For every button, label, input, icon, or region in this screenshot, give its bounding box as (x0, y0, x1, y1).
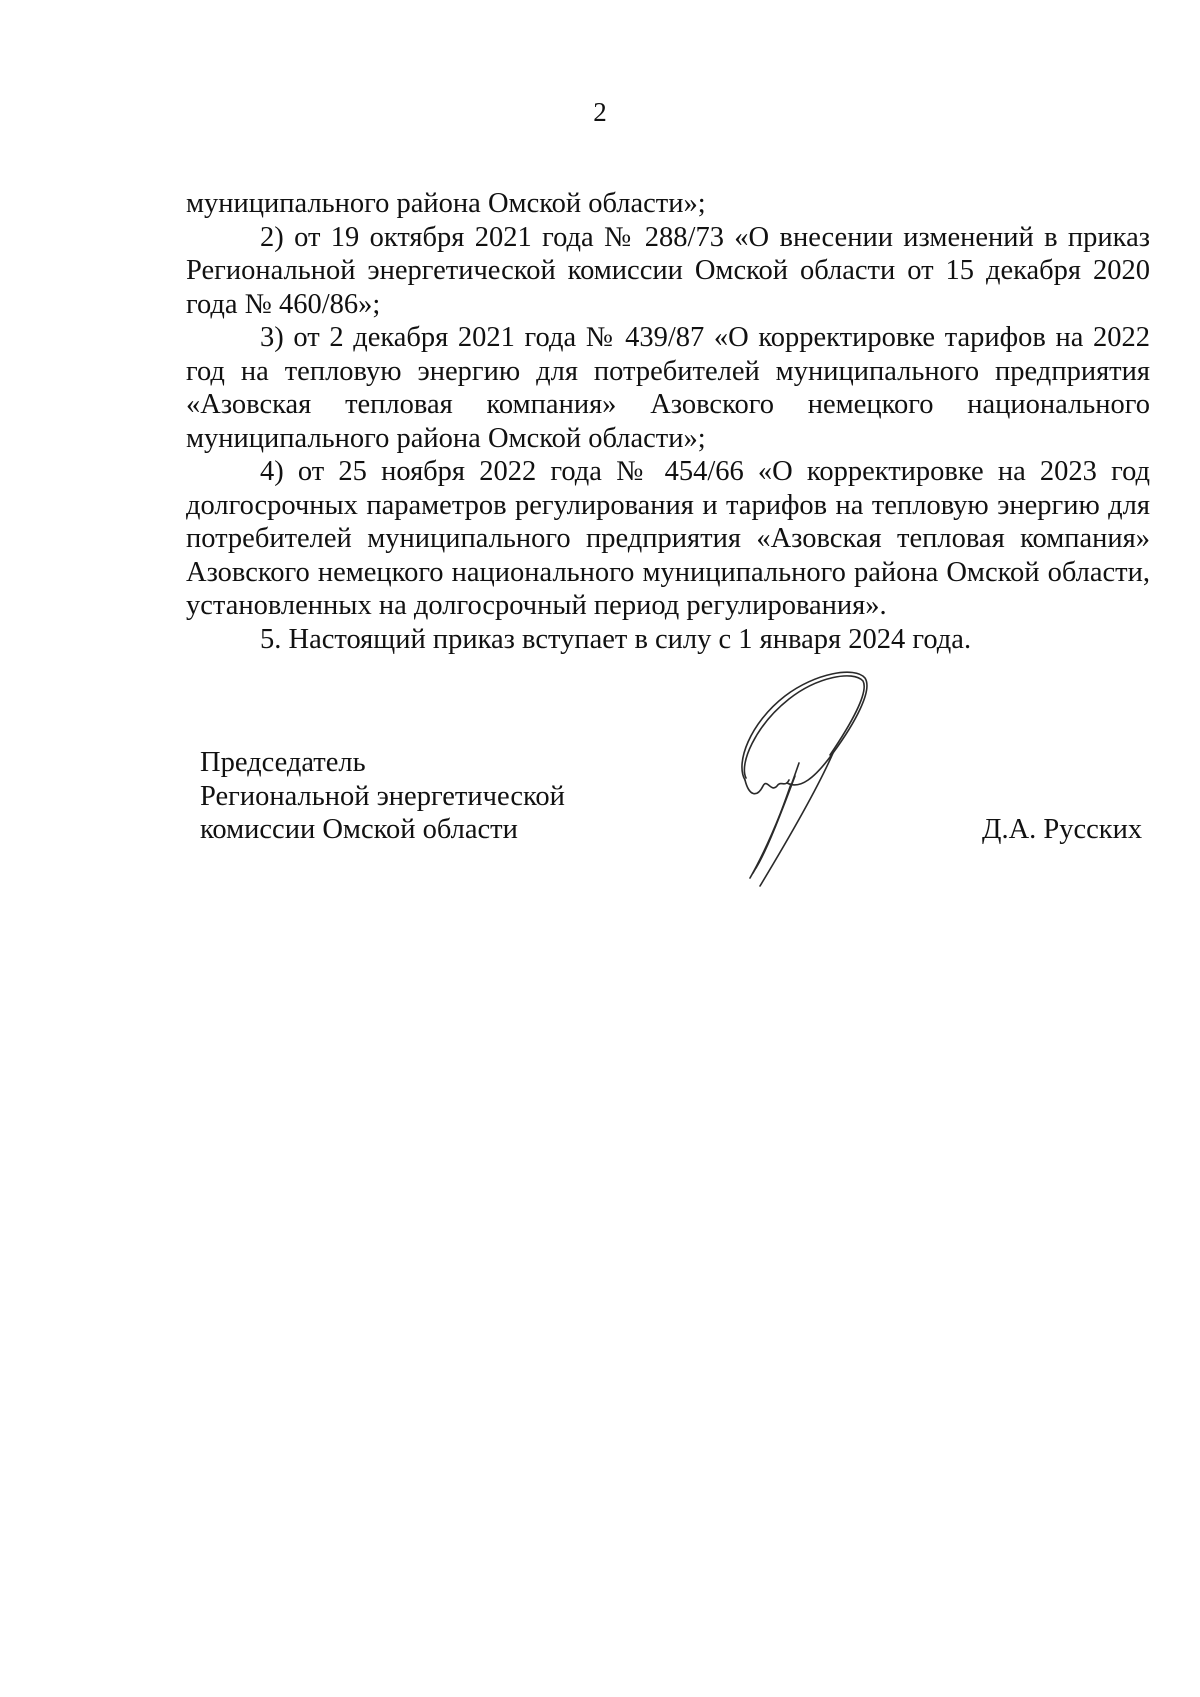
document-body (186, 187, 1150, 656)
paragraph-continuation: муниципального района Омской области»; (186, 188, 706, 219)
signer-name: Д.А. Русских (982, 814, 1143, 845)
paragraph-item-2: 2) от 19 октября 2021 года № 288/73 «О внесении изменений в приказ Региональной энергетической комиссии Омской области от 15 декабря 2020 года № 460/86»; (186, 221, 1150, 320)
handwritten-signature (715, 668, 885, 893)
signer-position (200, 746, 565, 847)
signer-position-line-3: комиссии Омской области (200, 814, 518, 845)
signer-position-line-1: Председатель (200, 747, 366, 778)
page-number: 2 (593, 97, 607, 127)
paragraph-item-5: 5. Настоящий приказ вступает в силу с 1 января 2024 года. (260, 623, 972, 655)
signer-position-line-2: Региональной энергетической (200, 780, 565, 812)
paragraph-item-4: 4) от 25 ноября 2022 года № 454/66 «О корректировке на 2023 год долгосрочных параметров регулирования и тарифов на тепловую энергию для потребителей муниципального предприятия «Азовская тепловая компания» Азовского немецкого национального муниципального района Омской области, установленных на долгосрочный период регулирования». (186, 456, 1150, 621)
paragraph-item-3: 3) от 2 декабря 2021 года № 439/87 «О корректировке тарифов на 2022 год на тепловую энергию для потребителей муниципального предприятия «Азовская тепловая компания» Азовского немецкого национального муниципального района Омской области»; (186, 322, 1150, 454)
